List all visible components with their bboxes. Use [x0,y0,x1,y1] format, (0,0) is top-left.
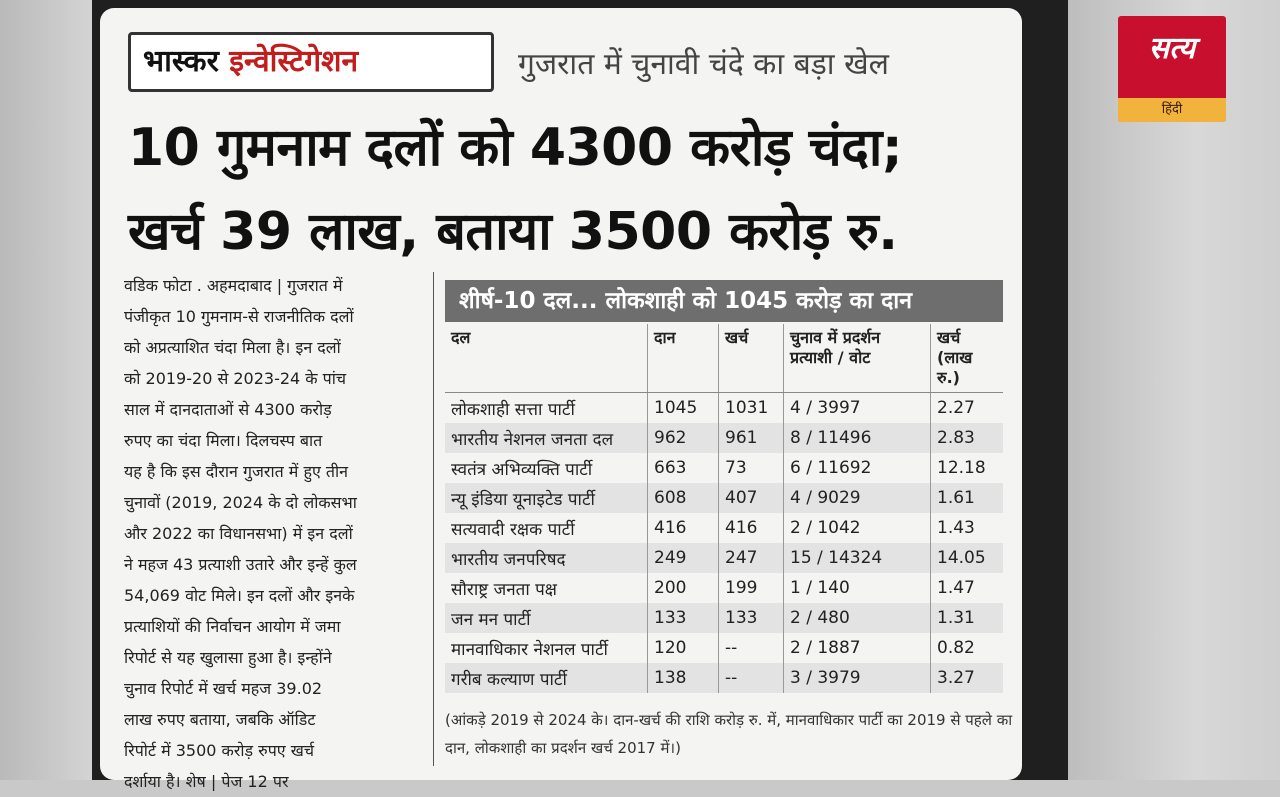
channel-logo-strip: हिंदी [1118,98,1226,122]
table-row [445,423,1003,453]
party-cell: सत्यवादी रक्षक पार्टी [445,513,648,543]
donation-cell: 249 [648,543,719,573]
article-line: रिपोर्ट से यह खुलासा हुआ है। इन्होंने [124,648,332,667]
subheadline: गुजरात में चुनावी चंदे का बड़ा खेल [518,47,889,82]
expense-cell: 247 [719,543,784,573]
donation-table [445,324,1003,693]
table-row [445,483,1003,513]
expense-lakh-cell: 3.27 [931,663,1004,693]
party-cell: भारतीय नेशनल जनता दल [445,423,648,453]
donation-cell: 608 [648,483,719,513]
headline-line-1: 10 गुमनाम दलों को 4300 करोड़ चंदा; [128,118,903,178]
article-line: को 2019-20 से 2023-24 के पांच [124,369,347,388]
expense-cell: 73 [719,453,784,483]
table-row [445,513,1003,543]
donation-cell: 133 [648,603,719,633]
article-line: दर्शाया है। शेष | पेज 12 पर [124,772,289,791]
article-line: चुनाव रिपोर्ट में खर्च महज 39.02 [124,679,323,698]
party-cell: सौराष्ट्र जनता पक्ष [445,573,648,603]
expense-cell: 961 [719,423,784,453]
article-line: वडिक फोटा . अहमदाबाद | गुजरात में [124,276,343,295]
article-line: ने महज 43 प्रत्याशी उतारे और इन्हें कुल [124,555,357,574]
table-row [445,633,1003,663]
party-cell: जन मन पार्टी [445,603,648,633]
party-cell: लोकशाही सत्ता पार्टी [445,393,648,424]
expense-lakh-cell: 14.05 [931,543,1004,573]
party-cell: मानवाधिकार नेशनल पार्टी [445,633,648,663]
expense-cell: 199 [719,573,784,603]
party-cell: भारतीय जनपरिषद [445,543,648,573]
article-line: चुनावों (2019, 2024 के दो लोकसभा [124,493,357,512]
article-line: लाख रुपए बताया, जबकि ऑडिट [124,710,316,729]
expense-cell: 407 [719,483,784,513]
article-line: प्रत्याशियों की निर्वाचन आयोग में जमा [124,617,341,636]
expense-cell: -- [719,663,784,693]
channel-logo [1118,16,1226,122]
party-cell: न्यू इंडिया यूनाइटेड पार्टी [445,483,648,513]
article-line: रुपए का चंदा मिला। दिलचस्प बात [124,431,323,450]
expense-lakh-cell: 0.82 [931,633,1004,663]
kicker-tag: इन्वेस्टिगेशन [229,44,359,79]
performance-cell: 4 / 9029 [784,483,931,513]
column-divider [433,272,434,766]
table-footnote: (आंकड़े 2019 से 2024 के। दान-खर्च की राशि करोड़ रु. में, मानवाधिकार पार्टी का 2019 से पहले का दान, लोकशाही का प्रदर्शन खर्च 2017 में।) [445,711,1013,757]
table-title: शीर्ष-10 दल... लोकशाही को 1045 करोड़ का दान [445,280,1003,322]
article-line: 54,069 वोट मिले। इन दलों और इनके [124,586,355,605]
performance-cell: 1 / 140 [784,573,931,603]
performance-cell: 3 / 3979 [784,663,931,693]
article-line: रिपोर्ट में 3500 करोड़ रुपए खर्च [124,741,314,760]
channel-logo-word: सत्य [1148,31,1196,66]
header-expense: खर्च [719,324,784,393]
expense-lakh-cell: 1.43 [931,513,1004,543]
article-line: पंजीकृत 10 गुमनाम-से राजनीतिक दलों [124,307,354,326]
donation-cell: 120 [648,633,719,663]
left-blur-background [0,0,92,780]
performance-cell: 2 / 1042 [784,513,931,543]
expense-cell: -- [719,633,784,663]
expense-lakh-cell: 2.83 [931,423,1004,453]
donation-cell: 416 [648,513,719,543]
table-row [445,453,1003,483]
header-performance: चुनाव में प्रदर्शन प्रत्याशी / वोट [784,324,931,393]
table-row [445,573,1003,603]
table-row [445,663,1003,693]
expense-lakh-cell: 12.18 [931,453,1004,483]
donation-cell: 138 [648,663,719,693]
party-cell: स्वतंत्र अभिव्यक्ति पार्टी [445,453,648,483]
expense-cell: 416 [719,513,784,543]
donation-cell: 663 [648,453,719,483]
expense-cell: 1031 [719,393,784,424]
donation-cell: 200 [648,573,719,603]
expense-lakh-cell: 1.31 [931,603,1004,633]
header-party: दल [445,324,648,393]
article-body [124,270,426,797]
header-donation: दान [648,324,719,393]
performance-cell: 6 / 11692 [784,453,931,483]
donation-cell: 962 [648,423,719,453]
table-row [445,603,1003,633]
expense-lakh-cell: 1.47 [931,573,1004,603]
table-row [445,393,1003,424]
kicker-brand: भास्कर [143,44,219,79]
kicker-box [128,32,494,92]
party-cell: गरीब कल्याण पार्टी [445,663,648,693]
headline-line-2: खर्च 39 लाख, बताया 3500 करोड़ रु. [128,202,898,262]
article-line: को अप्रत्याशित चंदा मिला है। इन दलों [124,338,341,357]
expense-cell: 133 [719,603,784,633]
performance-cell: 2 / 480 [784,603,931,633]
header-expense-lakh: खर्च (लाख रु.) [931,324,1004,393]
table-row [445,543,1003,573]
performance-cell: 2 / 1887 [784,633,931,663]
performance-cell: 15 / 14324 [784,543,931,573]
expense-lakh-cell: 1.61 [931,483,1004,513]
donation-cell: 1045 [648,393,719,424]
performance-cell: 4 / 3997 [784,393,931,424]
performance-cell: 8 / 11496 [784,423,931,453]
article-line: यह है कि इस दौरान गुजरात में हुए तीन [124,462,349,481]
article-line: साल में दानदाताओं से 4300 करोड़ [124,400,332,419]
article-line: और 2022 का विधानसभा) में इन दलों [124,524,353,543]
table-header-row [445,324,1003,393]
expense-lakh-cell: 2.27 [931,393,1004,424]
